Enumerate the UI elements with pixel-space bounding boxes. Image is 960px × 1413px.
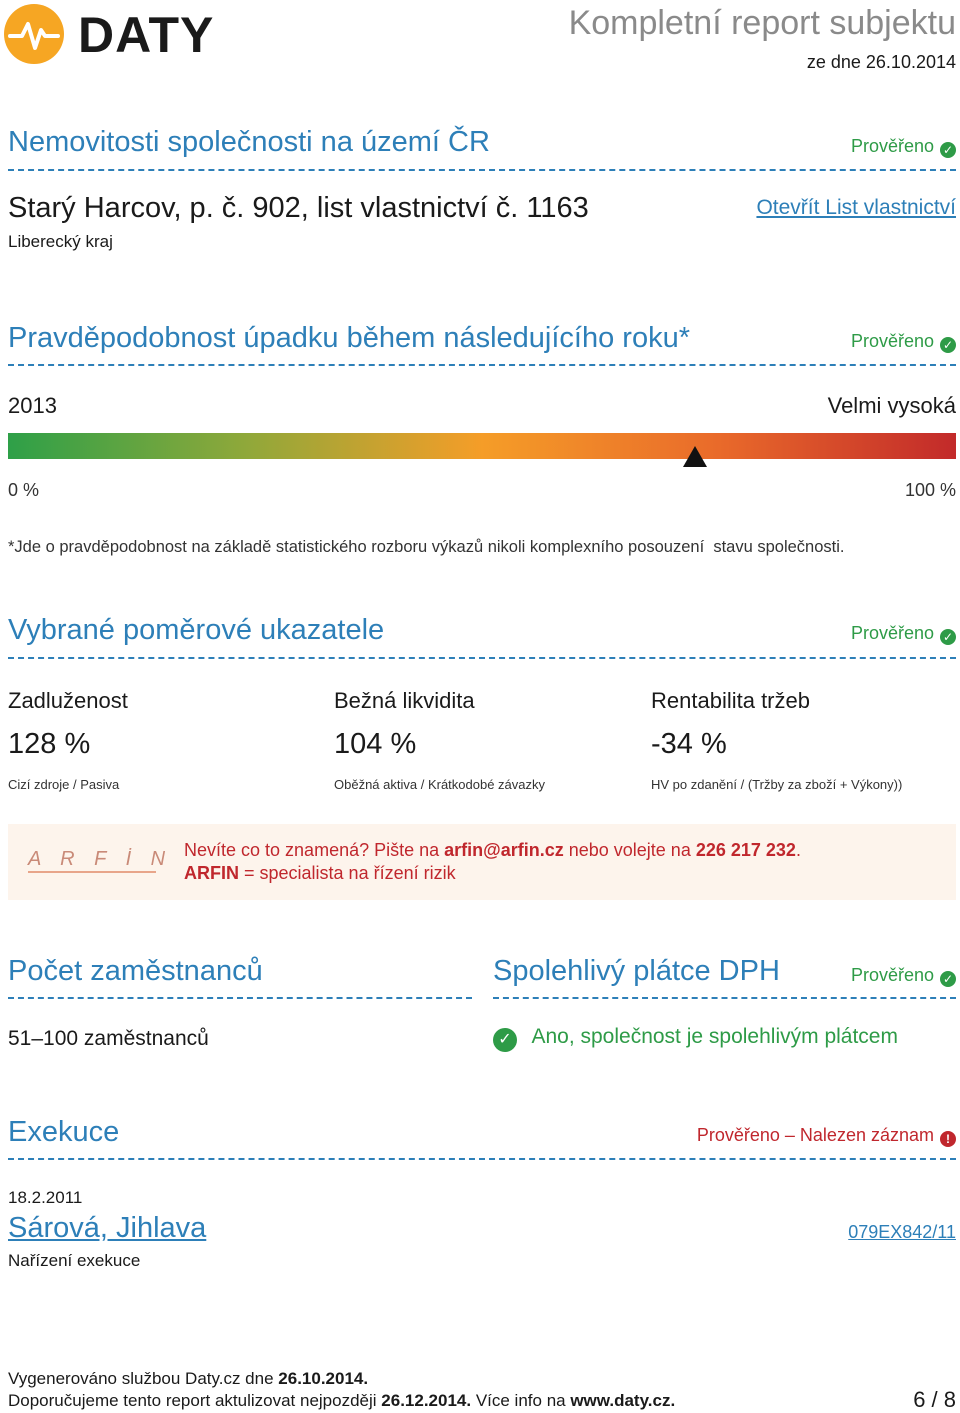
ratio-debt (8, 688, 318, 792)
ratio-profitability (651, 688, 956, 792)
scale-max: 100 % (904, 480, 956, 500)
execution-case-link[interactable]: 079EX842/11 (848, 1222, 956, 1242)
execution-type: Nařízení exekuce (8, 1251, 141, 1270)
arfin-text-line1: Nevíte co to znamená? Pište na arfin@arfin.cz nebo volejte na 226 217 232. (184, 840, 801, 860)
ratio-value: 104 % (334, 728, 417, 760)
divider (8, 997, 472, 999)
scale-min: 0 % (8, 480, 40, 500)
divider (8, 1158, 956, 1160)
ratio-formula: Oběžná aktiva / Krátkodobé závazky (334, 777, 546, 792)
page-number: 6 / 8 (913, 1387, 956, 1412)
footer-line1: Vygenerováno službou Daty.cz dne 26.10.2014. (8, 1369, 369, 1388)
risk-marker-triangle-icon (683, 446, 707, 467)
check-icon: ✓ (940, 142, 956, 158)
report-date: ze dne 26.10.2014 (806, 52, 956, 72)
probability-note: *Jde o pravděpodobnost na základě statistického rozboru výkazů nikoli komplexního posouzení stavu společnosti. (8, 538, 845, 556)
ratio-value: -34 % (651, 728, 727, 760)
probability-rating: Velmi vysoká (827, 393, 956, 418)
heartbeat-icon (4, 4, 64, 64)
vat-result (493, 1025, 898, 1052)
status-verified-real-estate: Prověřeno ✓ (851, 136, 956, 158)
logo (4, 4, 214, 64)
ratio-liquidity (334, 688, 644, 792)
status-found-execution: Prověřeno – Nalezen záznam ! (697, 1125, 956, 1147)
property-title: Starý Harcov, p. č. 902, list vlastnictví č. 1163 (8, 192, 589, 224)
execution-place-link[interactable]: Sárová, Jihlava (8, 1212, 207, 1244)
report-title: Kompletní report subjektu (568, 4, 956, 42)
section-title-ratios: Vybrané poměrové ukazatele (8, 614, 385, 646)
check-circle-icon: ✓ (493, 1028, 517, 1052)
check-icon: ✓ (940, 971, 956, 987)
ratio-formula: Cizí zdroje / Pasiva (8, 777, 120, 792)
ratio-label: Rentabilita tržeb (651, 688, 810, 713)
probability-year: 2013 (8, 393, 57, 418)
arfin-logo: A R F İ N (28, 848, 156, 873)
check-icon: ✓ (940, 337, 956, 353)
section-title-probability: Pravděpodobnost úpadku během následujícího roku* (8, 322, 690, 354)
section-title-employees: Počet zaměstnanců (8, 955, 263, 987)
logo-text: DATY (78, 7, 215, 63)
section-title-vat: Spolehlivý plátce DPH (493, 955, 780, 987)
section-title-real-estate: Nemovitosti společnosti na území ČR (8, 126, 490, 158)
website-link[interactable]: www.daty.cz. (570, 1391, 676, 1410)
ratio-label: Bežná likvidita (334, 688, 475, 713)
footer-line2: Doporučujeme tento report aktulizovat nejpozději 26.12.2014. Více info na www.daty.cz. (8, 1391, 676, 1410)
check-icon: ✓ (940, 629, 956, 645)
open-ownership-sheet-link[interactable]: Otevřít List vlastnictví (756, 196, 956, 219)
status-verified-probability: Prověřeno ✓ (851, 331, 956, 353)
vat-value: Ano, společnost je spolehlivým plátcem (531, 1025, 898, 1048)
execution-date: 18.2.2011 (8, 1188, 83, 1207)
arfin-info-box (8, 824, 956, 900)
status-verified-ratios: Prověřeno ✓ (851, 623, 956, 645)
risk-gradient-bar (8, 433, 956, 459)
employees-value: 51–100 zaměstnanců (8, 1027, 209, 1050)
arfin-phone[interactable]: 226 217 232 (695, 840, 796, 860)
alert-icon: ! (940, 1131, 956, 1147)
ratio-formula: HV po zdanění / (Tržby za zboží + Výkony)) (651, 777, 903, 792)
divider (493, 997, 956, 999)
property-region: Liberecký kraj (8, 232, 113, 251)
arfin-text-line2: ARFIN = specialista na řízení rizik (184, 863, 456, 883)
arfin-email[interactable]: arfin@arfin.cz (444, 840, 564, 860)
ratio-value: 128 % (8, 728, 91, 760)
status-verified-vat: Prověřeno ✓ (851, 965, 956, 987)
divider (8, 169, 956, 171)
ratio-label: Zadluženost (8, 688, 128, 713)
divider (8, 657, 956, 659)
divider (8, 364, 956, 366)
section-title-execution: Exekuce (8, 1116, 120, 1148)
